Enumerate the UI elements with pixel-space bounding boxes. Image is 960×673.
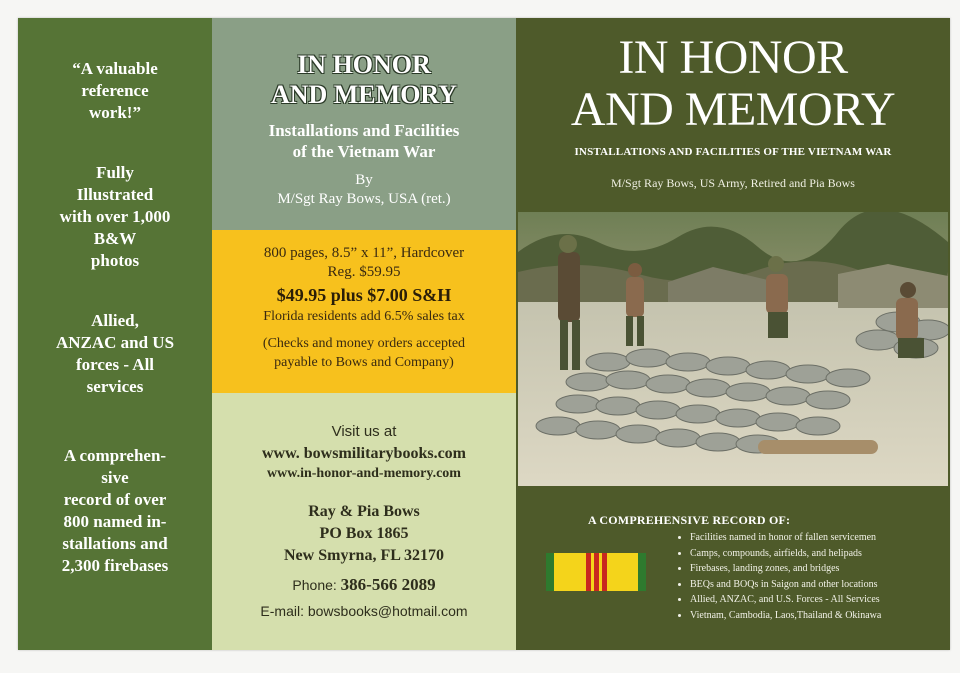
regular-price: Reg. $59.95: [327, 264, 401, 280]
price-box: [212, 230, 516, 393]
phone-line: [212, 575, 516, 595]
cover-title: [516, 32, 950, 136]
tax-note: Florida residents add 6.5% sales tax: [263, 309, 465, 324]
forces-line: forces - All: [75, 355, 155, 374]
sale-price: $49.95 plus $7.00 S&H: [276, 285, 452, 305]
quote-block: [26, 58, 204, 124]
payment-line: payable to Bows and Company): [274, 355, 454, 370]
phone-number[interactable]: 386-566 2089: [340, 575, 436, 594]
cover-authors: M/Sgt Ray Bows, US Army, Retired and Pia Bows: [611, 176, 855, 190]
ribbon-stripe: [638, 553, 646, 591]
address-line: New Smyrna, FL 32170: [284, 547, 444, 564]
cover-title-line: AND MEMORY: [570, 83, 896, 136]
contact-box: [212, 393, 516, 650]
list-item: • Vietnam, Cambodia, Laos,Thailand & Okinawa: [690, 608, 960, 624]
phone-label: Phone:: [292, 577, 341, 593]
record-line: 2,300 firebases: [61, 556, 169, 575]
visit-label: Visit us at: [331, 423, 397, 440]
email-line[interactable]: E-mail: bowsbooks@hotmail.com: [260, 603, 468, 619]
record-line: stallations and: [62, 534, 168, 553]
forces-line: Allied,: [91, 311, 139, 330]
book-title-line: IN HONOR: [297, 50, 431, 79]
ribbon-stripe: [594, 553, 599, 591]
illustrated-line: with over 1,000: [59, 207, 171, 226]
payment-line: (Checks and money orders accepted: [262, 336, 466, 351]
book-subtitle-line: of the Vietnam War: [292, 142, 436, 161]
ribbon-stripe: [586, 553, 591, 591]
cover-panel: [516, 18, 950, 650]
specs-line: 800 pages, 8.5” x 11”, Hardcover: [263, 245, 465, 261]
website-link-primary[interactable]: www. bowsmilitarybooks.com: [261, 445, 466, 462]
cover-photo: [518, 212, 948, 486]
payment-note: [212, 334, 516, 372]
list-item: • Facilities named in honor of fallen servicemen: [690, 530, 960, 546]
website-link-secondary[interactable]: www.in-honor-and-memory.com: [267, 466, 461, 481]
left-panel: [18, 18, 212, 650]
book-subtitle: [212, 120, 516, 162]
vietnam-service-ribbon-icon: [546, 553, 646, 591]
ribbon-stripe: [602, 553, 607, 591]
cover-subtitle: INSTALLATIONS AND FACILITIES OF THE VIETNAM WAR: [574, 146, 892, 158]
book-subtitle-line: Installations and Facilities: [268, 121, 460, 140]
record-line: sive: [101, 468, 129, 487]
quote-line: “A valuable: [72, 59, 158, 78]
illustrated-line: photos: [90, 251, 140, 270]
brochure-card: [18, 18, 950, 650]
record-block: [26, 445, 204, 577]
forces-line: ANZAC and US: [55, 333, 175, 352]
book-title-line: AND MEMORY: [270, 80, 458, 109]
forces-line: services: [86, 377, 144, 396]
cover-title-line: IN HONOR: [618, 31, 848, 84]
mailing-address: [212, 501, 516, 567]
record-line: 800 named in-: [63, 512, 167, 531]
quote-line: work!”: [89, 103, 141, 122]
illustrated-line: Illustrated: [76, 185, 154, 204]
list-item: • Camps, compounds, airfields, and helipads: [690, 546, 960, 562]
sandbag-photo-image: [518, 212, 948, 486]
book-specs: [212, 244, 516, 282]
author-name: M/Sgt Ray Bows, USA (ret.): [277, 191, 451, 207]
record-line: record of over: [63, 490, 167, 509]
book-title: [212, 50, 516, 110]
record-list: [678, 530, 960, 624]
by-label: By: [355, 172, 373, 188]
middle-panel: [212, 18, 516, 650]
address-line: Ray & Pia Bows: [308, 503, 420, 520]
forces-block: [26, 310, 204, 398]
ribbon-stripe: [546, 553, 554, 591]
title-box: [212, 18, 516, 230]
list-item: • Allied, ANZAC, and U.S. Forces - All Services: [690, 592, 960, 608]
illustrated-block: [26, 162, 204, 272]
byline: [212, 171, 516, 209]
address-line: PO Box 1865: [319, 525, 409, 542]
list-item: • Firebases, landing zones, and bridges: [690, 561, 960, 577]
quote-line: reference: [81, 81, 149, 100]
record-line: A comprehen-: [63, 446, 167, 465]
record-heading: A COMPREHENSIVE RECORD OF:: [588, 513, 791, 527]
illustrated-line: Fully: [96, 163, 134, 182]
illustrated-line: B&W: [93, 229, 137, 248]
list-item: • BEQs and BOQs in Saigon and other locations: [690, 577, 960, 593]
